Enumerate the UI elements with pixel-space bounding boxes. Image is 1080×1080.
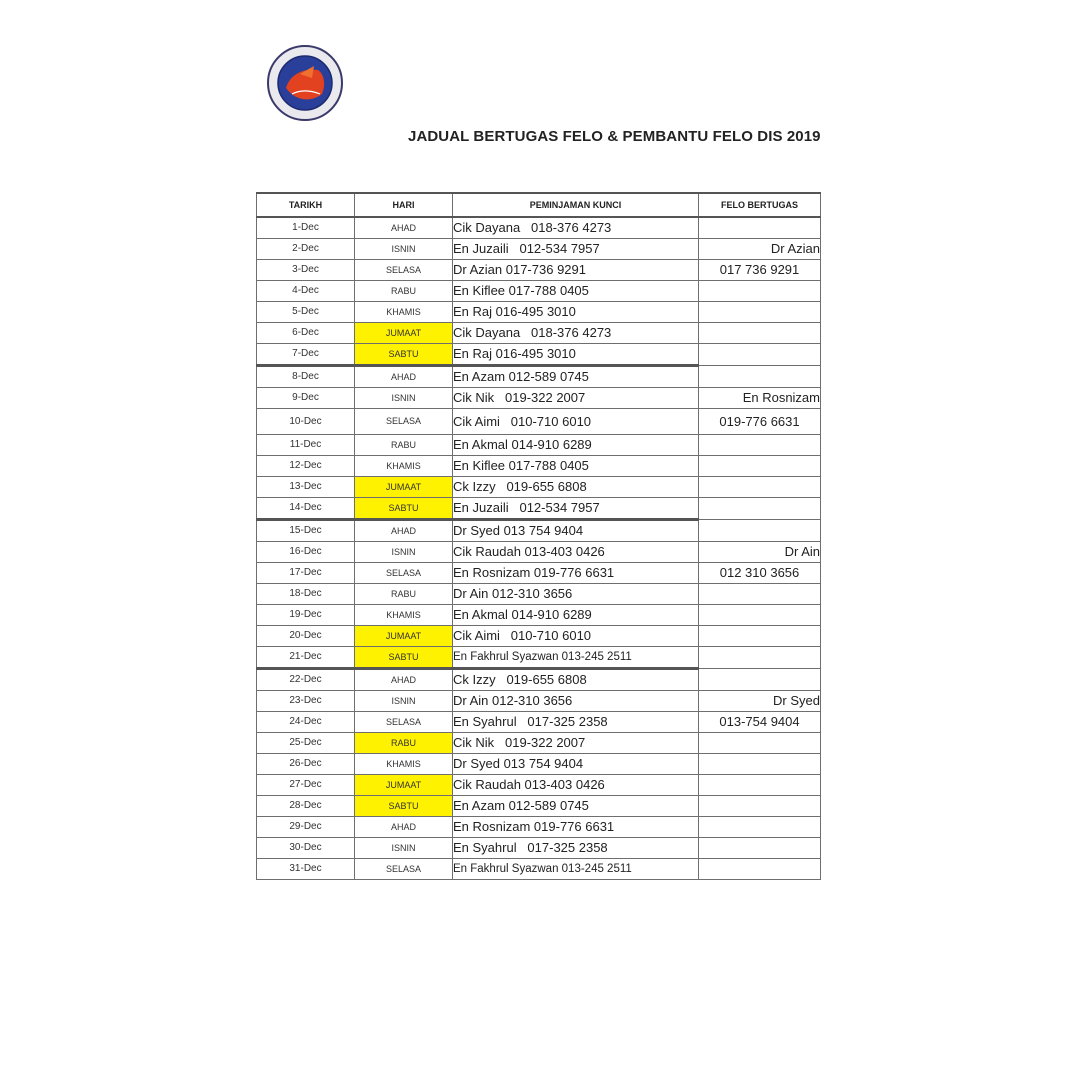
cell-felo-bertugas [699, 647, 821, 669]
cell-felo-bertugas [699, 477, 821, 498]
duty-roster-table [256, 192, 821, 880]
cell-felo-bertugas [699, 344, 821, 366]
table-row [257, 217, 821, 239]
cell-felo-bertugas [699, 435, 821, 456]
cell-hari: KHAMIS [355, 754, 453, 775]
header-peminjaman-kunci: PEMINJAMAN KUNCI [453, 193, 699, 217]
cell-felo-phone: 012 310 3656 [699, 563, 821, 584]
cell-hari: KHAMIS [355, 605, 453, 626]
college-logo [266, 44, 344, 122]
cell-peminjaman-kunci: En Rosnizam 019-776 6631 [453, 817, 699, 838]
cell-tarikh: 9-Dec [257, 388, 355, 409]
cell-felo-bertugas [699, 281, 821, 302]
cell-felo-bertugas [699, 584, 821, 605]
cell-tarikh: 23-Dec [257, 691, 355, 712]
cell-peminjaman-kunci: En Raj 016-495 3010 [453, 344, 699, 366]
cell-peminjaman-kunci: Dr Syed 013 754 9404 [453, 520, 699, 542]
table-row [257, 323, 821, 344]
cell-felo-name: Dr Ain [699, 542, 821, 563]
cell-peminjaman-kunci: En Syahrul 017-325 2358 [453, 712, 699, 733]
cell-felo-name: Dr Azian [699, 239, 821, 260]
table-row [257, 605, 821, 626]
cell-felo-bertugas [699, 498, 821, 520]
cell-hari: AHAD [355, 217, 453, 239]
roster-body [257, 217, 821, 880]
table-row [257, 691, 821, 712]
cell-hari: JUMAAT [355, 323, 453, 344]
cell-tarikh: 14-Dec [257, 498, 355, 520]
cell-peminjaman-kunci: En Akmal 014-910 6289 [453, 605, 699, 626]
cell-hari: KHAMIS [355, 302, 453, 323]
cell-tarikh: 25-Dec [257, 733, 355, 754]
cell-peminjaman-kunci: En Juzaili 012-534 7957 [453, 498, 699, 520]
table-row [257, 435, 821, 456]
cell-tarikh: 7-Dec [257, 344, 355, 366]
cell-tarikh: 3-Dec [257, 260, 355, 281]
cell-hari: JUMAAT [355, 775, 453, 796]
cell-tarikh: 22-Dec [257, 669, 355, 691]
cell-hari: SABTU [355, 498, 453, 520]
cell-peminjaman-kunci: En Fakhrul Syazwan 013-245 2511 [453, 859, 699, 880]
cell-peminjaman-kunci: Cik Dayana 018-376 4273 [453, 217, 699, 239]
cell-peminjaman-kunci: En Raj 016-495 3010 [453, 302, 699, 323]
cell-hari: JUMAAT [355, 626, 453, 647]
page-title: JADUAL BERTUGAS FELO & PEMBANTU FELO DIS 2019 [408, 128, 821, 145]
table-row [257, 733, 821, 754]
cell-peminjaman-kunci: Cik Aimi 010-710 6010 [453, 626, 699, 647]
cell-felo-phone: 017 736 9291 [699, 260, 821, 281]
table-row [257, 281, 821, 302]
cell-hari: SABTU [355, 796, 453, 817]
cell-peminjaman-kunci: Dr Ain 012-310 3656 [453, 584, 699, 605]
cell-felo-bertugas [699, 796, 821, 817]
cell-hari: ISNIN [355, 691, 453, 712]
cell-felo-bertugas [699, 456, 821, 477]
cell-peminjaman-kunci: Dr Ain 012-310 3656 [453, 691, 699, 712]
table-row [257, 796, 821, 817]
cell-peminjaman-kunci: En Rosnizam 019-776 6631 [453, 563, 699, 584]
table-row [257, 498, 821, 520]
cell-felo-bertugas [699, 605, 821, 626]
cell-tarikh: 29-Dec [257, 817, 355, 838]
cell-hari: ISNIN [355, 388, 453, 409]
cell-tarikh: 20-Dec [257, 626, 355, 647]
cell-peminjaman-kunci: Dr Azian 017-736 9291 [453, 260, 699, 281]
cell-hari: RABU [355, 733, 453, 754]
cell-tarikh: 16-Dec [257, 542, 355, 563]
cell-hari: JUMAAT [355, 477, 453, 498]
table-row [257, 239, 821, 260]
cell-tarikh: 5-Dec [257, 302, 355, 323]
cell-hari: AHAD [355, 520, 453, 542]
cell-peminjaman-kunci: En Azam 012-589 0745 [453, 796, 699, 817]
cell-felo-bertugas [699, 217, 821, 239]
table-header-row [257, 193, 821, 217]
table-row [257, 563, 821, 584]
cell-felo-bertugas [699, 323, 821, 344]
table-row [257, 456, 821, 477]
cell-felo-bertugas [699, 733, 821, 754]
cell-tarikh: 11-Dec [257, 435, 355, 456]
table-row [257, 302, 821, 323]
cell-tarikh: 8-Dec [257, 366, 355, 388]
table-row [257, 344, 821, 366]
cell-tarikh: 13-Dec [257, 477, 355, 498]
cell-felo-bertugas [699, 669, 821, 691]
cell-tarikh: 24-Dec [257, 712, 355, 733]
table-row [257, 520, 821, 542]
cell-peminjaman-kunci: Cik Aimi 010-710 6010 [453, 409, 699, 435]
table-row [257, 477, 821, 498]
cell-peminjaman-kunci: Ck Izzy 019-655 6808 [453, 669, 699, 691]
table-row [257, 584, 821, 605]
cell-peminjaman-kunci: En Akmal 014-910 6289 [453, 435, 699, 456]
cell-felo-bertugas [699, 754, 821, 775]
table-row [257, 647, 821, 669]
cell-tarikh: 27-Dec [257, 775, 355, 796]
cell-hari: SELASA [355, 260, 453, 281]
table-row [257, 775, 821, 796]
table-row [257, 859, 821, 880]
cell-peminjaman-kunci: En Syahrul 017-325 2358 [453, 838, 699, 859]
cell-peminjaman-kunci: Cik Nik 019-322 2007 [453, 388, 699, 409]
cell-hari: RABU [355, 584, 453, 605]
table-row [257, 626, 821, 647]
cell-tarikh: 15-Dec [257, 520, 355, 542]
cell-tarikh: 19-Dec [257, 605, 355, 626]
table-row [257, 366, 821, 388]
cell-felo-bertugas [699, 859, 821, 880]
cell-peminjaman-kunci: En Kiflee 017-788 0405 [453, 281, 699, 302]
cell-hari: RABU [355, 435, 453, 456]
table-row [257, 838, 821, 859]
cell-peminjaman-kunci: En Fakhrul Syazwan 013-245 2511 [453, 647, 699, 669]
table-row [257, 409, 821, 435]
cell-tarikh: 21-Dec [257, 647, 355, 669]
cell-felo-bertugas [699, 775, 821, 796]
cell-peminjaman-kunci: Ck Izzy 019-655 6808 [453, 477, 699, 498]
cell-felo-bertugas [699, 302, 821, 323]
cell-hari: KHAMIS [355, 456, 453, 477]
cell-tarikh: 17-Dec [257, 563, 355, 584]
cell-tarikh: 18-Dec [257, 584, 355, 605]
cell-felo-name: Dr Syed [699, 691, 821, 712]
cell-hari: AHAD [355, 817, 453, 838]
cell-felo-name: En Rosnizam [699, 388, 821, 409]
cell-hari: ISNIN [355, 542, 453, 563]
cell-hari: SABTU [355, 647, 453, 669]
header-hari: HARI [355, 193, 453, 217]
cell-hari: ISNIN [355, 239, 453, 260]
cell-hari: SABTU [355, 344, 453, 366]
table-row [257, 754, 821, 775]
cell-tarikh: 10-Dec [257, 409, 355, 435]
cell-peminjaman-kunci: Dr Syed 013 754 9404 [453, 754, 699, 775]
header-felo-bertugas: FELO BERTUGAS [699, 193, 821, 217]
cell-hari: SELASA [355, 563, 453, 584]
cell-felo-bertugas [699, 626, 821, 647]
table-row [257, 388, 821, 409]
cell-felo-bertugas [699, 520, 821, 542]
cell-peminjaman-kunci: Cik Raudah 013-403 0426 [453, 542, 699, 563]
cell-hari: AHAD [355, 366, 453, 388]
table-row [257, 542, 821, 563]
cell-peminjaman-kunci: Cik Raudah 013-403 0426 [453, 775, 699, 796]
table-row [257, 669, 821, 691]
cell-tarikh: 26-Dec [257, 754, 355, 775]
cell-hari: RABU [355, 281, 453, 302]
cell-peminjaman-kunci: En Azam 012-589 0745 [453, 366, 699, 388]
cell-tarikh: 4-Dec [257, 281, 355, 302]
cell-felo-bertugas [699, 366, 821, 388]
table-row [257, 817, 821, 838]
cell-hari: AHAD [355, 669, 453, 691]
cell-tarikh: 1-Dec [257, 217, 355, 239]
cell-tarikh: 6-Dec [257, 323, 355, 344]
cell-tarikh: 12-Dec [257, 456, 355, 477]
cell-hari: ISNIN [355, 838, 453, 859]
header-tarikh: TARIKH [257, 193, 355, 217]
cell-peminjaman-kunci: En Kiflee 017-788 0405 [453, 456, 699, 477]
cell-tarikh: 28-Dec [257, 796, 355, 817]
cell-hari: SELASA [355, 859, 453, 880]
cell-felo-phone: 019-776 6631 [699, 409, 821, 435]
cell-tarikh: 2-Dec [257, 239, 355, 260]
cell-hari: SELASA [355, 409, 453, 435]
cell-peminjaman-kunci: Cik Dayana 018-376 4273 [453, 323, 699, 344]
cell-felo-phone: 013-754 9404 [699, 712, 821, 733]
cell-felo-bertugas [699, 817, 821, 838]
cell-tarikh: 31-Dec [257, 859, 355, 880]
cell-tarikh: 30-Dec [257, 838, 355, 859]
cell-peminjaman-kunci: Cik Nik 019-322 2007 [453, 733, 699, 754]
cell-felo-bertugas [699, 838, 821, 859]
cell-peminjaman-kunci: En Juzaili 012-534 7957 [453, 239, 699, 260]
table-row [257, 260, 821, 281]
table-row [257, 712, 821, 733]
cell-hari: SELASA [355, 712, 453, 733]
